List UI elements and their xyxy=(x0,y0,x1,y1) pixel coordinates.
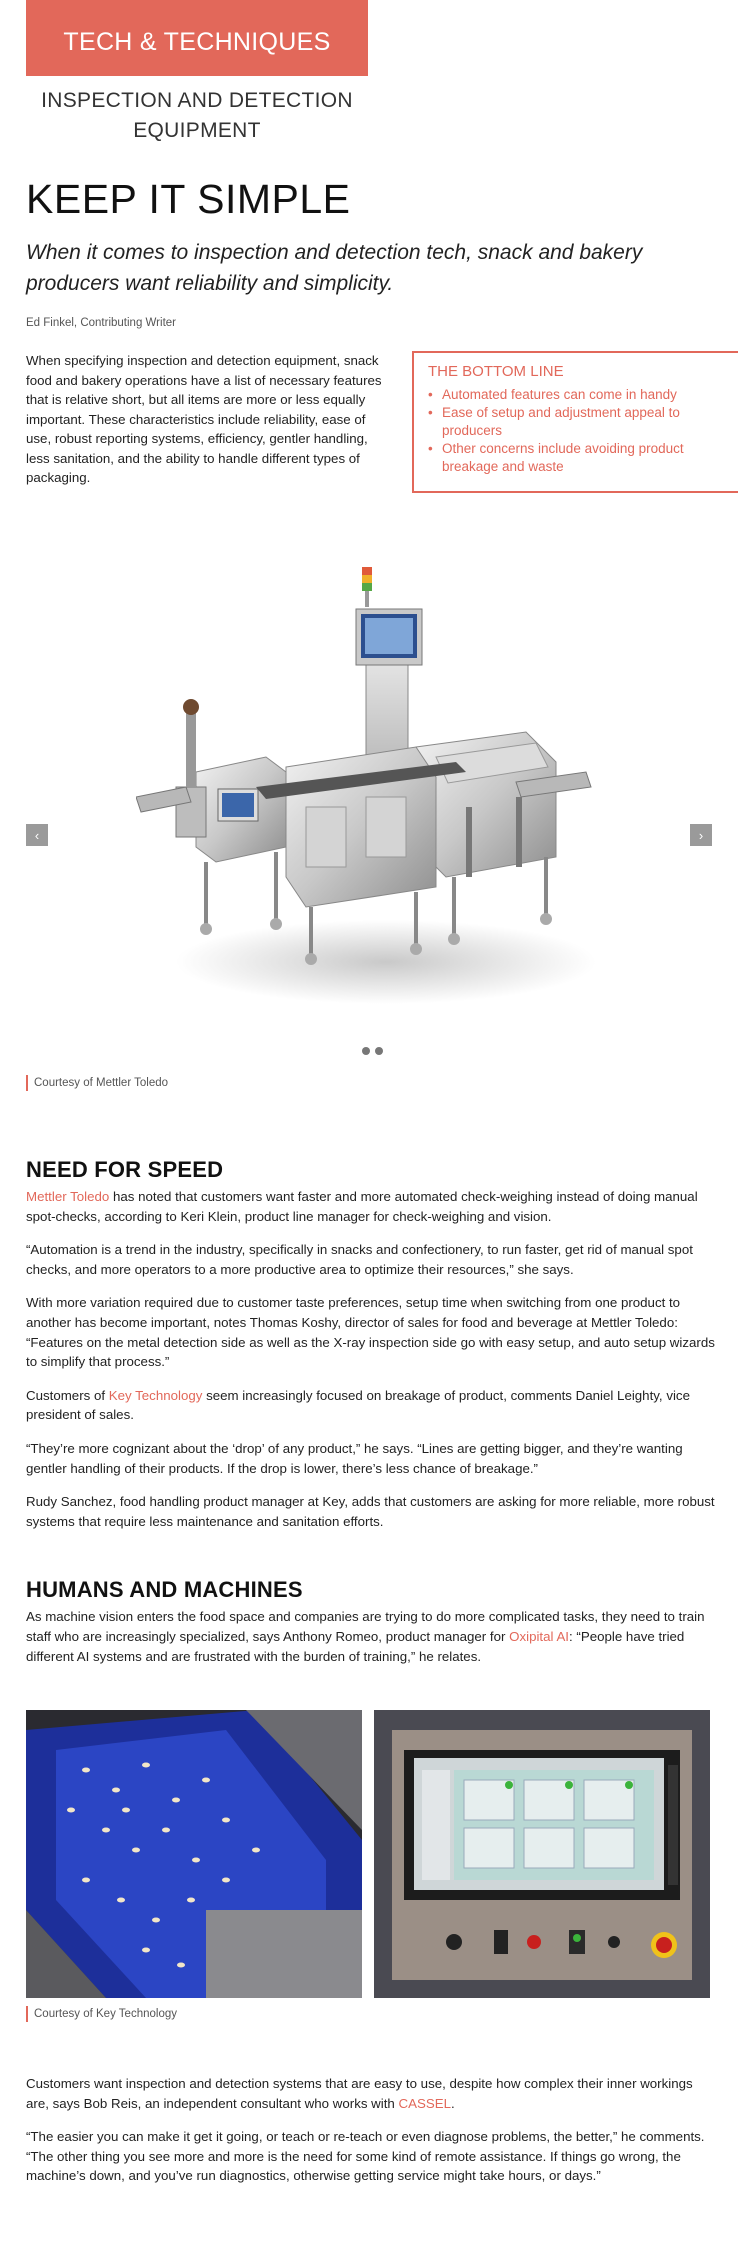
link-key-technology[interactable]: Key Technology xyxy=(108,1387,203,1403)
paragraph xyxy=(26,1386,716,1425)
bottom-line-box xyxy=(412,351,738,493)
paragraph-text: Customers of xyxy=(26,1387,109,1403)
image-carousel xyxy=(26,547,712,1067)
carousel-caption: Courtesy of Mettler Toledo xyxy=(26,1075,738,1091)
conveyor-photo xyxy=(26,1710,362,1998)
chevron-left-icon: ‹ xyxy=(34,827,40,843)
photo-row xyxy=(26,1710,716,1998)
subkicker-line-1: INSPECTION AND DETECTION xyxy=(41,89,353,112)
link-oxipital-ai[interactable]: Oxipital AI xyxy=(509,1628,570,1644)
carousel-dot[interactable] xyxy=(362,1047,370,1055)
paragraph-text: : “People have tried different AI systems and are frustrated with the burden of training,” he relates. xyxy=(26,1628,685,1664)
control-panel-photo xyxy=(374,1710,710,1998)
bottom-line-item: • Automated features can come in handy xyxy=(428,386,738,404)
carousel-next-button[interactable] xyxy=(690,824,712,846)
section-heading-need-for-speed: NEED FOR SPEED xyxy=(26,1157,224,1182)
article-dek: When it comes to inspection and detection tech, snack and bakery producers want reliability and simplicity. xyxy=(26,241,643,295)
intro-paragraph: When specifying inspection and detection equipment, snack food and bakery operations have a list of necessary features that is relative short, but all items are more or less equally important. These characteristics include reliability, ease of use, robust reporting systems, efficiency, gentler handling, less sanitation, and the ability to handle different types of packaging. xyxy=(26,353,382,485)
paragraph-text: seem increasingly focused on breakage of product, comments Daniel Leighty, vice president of sales. xyxy=(26,1387,690,1423)
bottom-line-item: • Ease of setup and adjustment appeal to producers xyxy=(428,404,738,440)
carousel-dots xyxy=(362,1047,383,1055)
paragraph xyxy=(26,1187,716,1226)
section-heading-humans-and-machines: HUMANS AND MACHINES xyxy=(26,1577,303,1603)
section-kicker: TECH & TECHNIQUES xyxy=(26,0,368,76)
bottom-line-item: • Other concerns include avoiding product breakage and waste xyxy=(428,440,738,476)
paragraph: “Automation is a trend in the industry, specifically in snacks and confectionery, to run faster, get rid of manual spot checks, and more operators to a more productive area to optimize their resources,” she says. xyxy=(26,1242,693,1277)
carousel-prev-button[interactable] xyxy=(26,824,48,846)
paragraph: With more variation required due to customer taste preferences, setup time when switching from one product to another has become important, notes Thomas Koshy, director of sales for food and beverage at Mettler Toledo: “Features on the metal detection side as well as the X-ray inspection side go with easy setup, and auto setup wizards to simplify that process.” xyxy=(26,1295,715,1370)
intro-row xyxy=(26,351,738,501)
subkicker-line-2: EQUIPMENT xyxy=(133,119,261,142)
article-headline: KEEP IT SIMPLE xyxy=(26,176,351,222)
paragraph-text: Customers want inspection and detection systems that are easy to use, despite how complex their inner workings are, says Bob Reis, an independent consultant who works with xyxy=(26,2076,693,2111)
bottom-line-title: THE BOTTOM LINE xyxy=(428,363,564,380)
chevron-right-icon: › xyxy=(698,827,704,843)
section-subkicker xyxy=(26,86,368,146)
paragraph: Rudy Sanchez, food handling product manager at Key, adds that customers are asking for more reliable, more robust systems that require less maintenance and sanitation efforts. xyxy=(26,1494,715,1529)
paragraph-text: As machine vision enters the food space and companies are trying to do more complicated tasks, they need to train staff who are increasingly specialized, says Anthony Romeo, product manager for xyxy=(26,1609,705,1644)
paragraph xyxy=(26,2074,716,2113)
paragraph-text: has noted that customers want faster and more automated check-weighing instead of doing manual spot-checks, according to Keri Klein, product line manager for check-weighing and vision. xyxy=(26,1189,698,1224)
paragraph: “The easier you can make it get it going, or teach or re-teach or even diagnose problems, the better,” he comments. “The other thing you see more and more is the need for some kind of remote assistance. If things go wrong, the machine’s down, and you’ve run diagnostics, otherwise getting service might take hours, or days.” xyxy=(26,2129,705,2184)
paragraph: “They’re more cognizant about the ‘drop’ of any product,” he says. “Lines are getting bigger, and they’re wanting gentler handling of their products. If the drop is lower, there’s less chance of breakage.” xyxy=(26,1440,683,1476)
article-byline: Ed Finkel, Contributing Writer xyxy=(26,317,176,329)
inspection-machine-image xyxy=(136,557,596,1027)
link-mettler-toledo[interactable]: Mettler Toledo xyxy=(26,1189,110,1204)
paragraph-text: . xyxy=(451,2095,455,2111)
photo-caption: Courtesy of Key Technology xyxy=(26,2006,738,2022)
carousel-dot[interactable] xyxy=(375,1047,383,1055)
paragraph xyxy=(26,1607,716,1666)
bottom-line-list xyxy=(428,386,738,476)
link-cassel[interactable]: CASSEL xyxy=(398,2095,452,2111)
